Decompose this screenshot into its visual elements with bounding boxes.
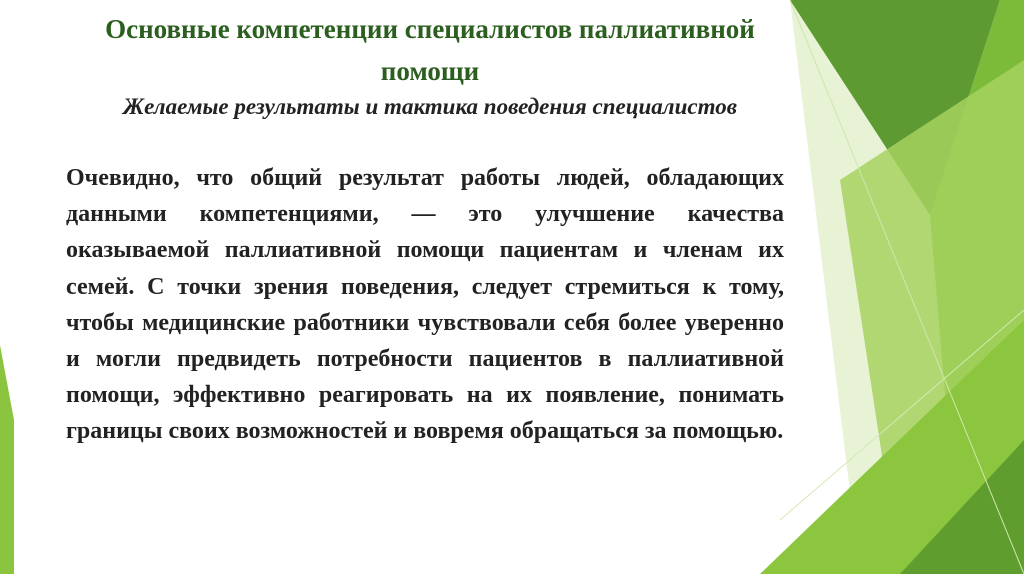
slide-subtitle: Желаемые результаты и тактика поведения специалистов — [123, 94, 737, 119]
slide-body-text: Очевидно, что общий результат работы людей, обладающих данными компетенциями, — это улучшение качества оказываемой паллиативной помощи пациентам и членам их семей. С точки зрения поведения, следует стремиться к тому, чтобы медицинские работники чувствовали себя более уверенно и могли предвидеть потребности пациентов в паллиативной помощи, эффективно реагировать на их появление, понимать границы своих возможностей и вовремя обращаться за помощью. — [66, 165, 784, 445]
slide-title: Основные компетенции специалистов паллиативной помощи — [105, 14, 755, 86]
left-accent-shape — [0, 345, 14, 574]
